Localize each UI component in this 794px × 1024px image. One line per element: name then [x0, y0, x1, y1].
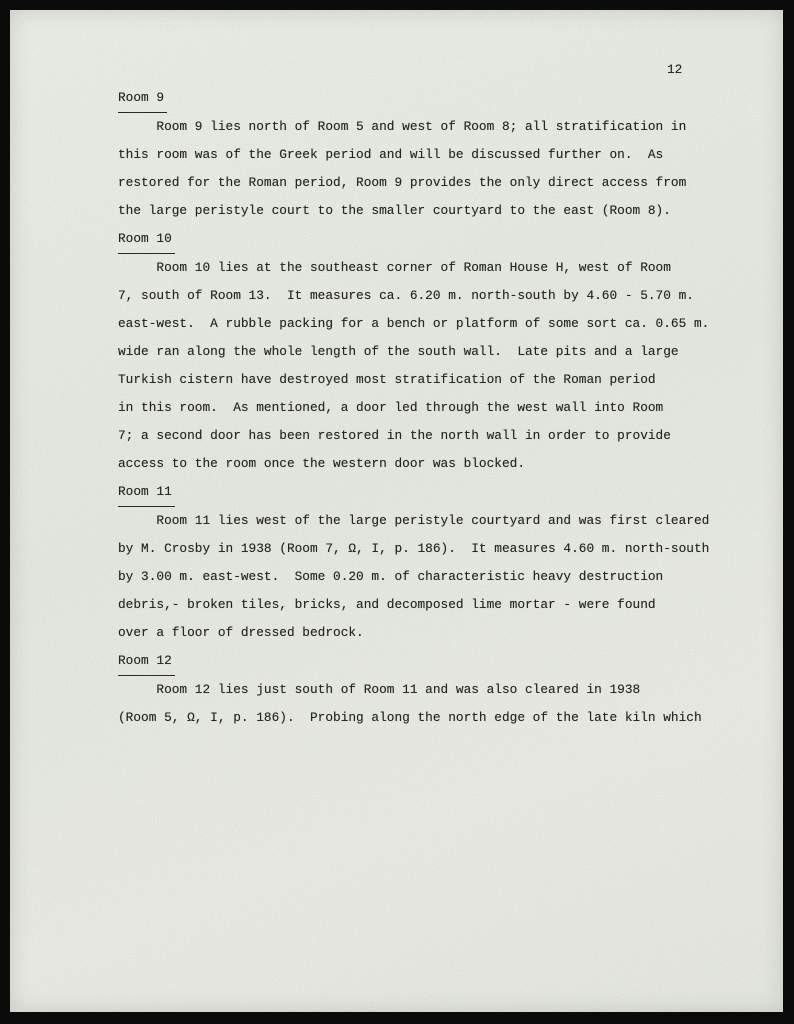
text-line: 7; a second door has been restored in the north wall in order to provide — [118, 428, 671, 443]
text-line: Room 10 lies at the southeast corner of Roman House H, west of Room — [118, 260, 671, 275]
text-line: east-west. A rubble packing for a bench or platform of some sort ca. 0.65 m. — [118, 316, 710, 331]
section-room-9 — [118, 84, 718, 225]
section-heading — [118, 647, 718, 676]
text-line: Turkish cistern have destroyed most stratification of the Roman period — [118, 372, 656, 387]
page-number: 12 — [667, 62, 683, 77]
text-line: debris,- broken tiles, bricks, and decomposed lime mortar - were found — [118, 597, 656, 612]
page-content — [118, 56, 718, 732]
text-line: Room 12 lies just south of Room 11 and was also cleared in 1938 — [118, 682, 641, 697]
text-line: wide ran along the whole length of the south wall. Late pits and a large — [118, 344, 679, 359]
text-line: over a floor of dressed bedrock. — [118, 625, 364, 640]
text-line: (Room 5, Ω, I, p. 186). Probing along the north edge of the late kiln which — [118, 710, 702, 725]
document-page — [10, 10, 783, 1012]
section-heading-text: Room 11 — [118, 478, 175, 507]
text-line: access to the room once the western door was blocked. — [118, 456, 526, 471]
text-line: by 3.00 m. east-west. Some 0.20 m. of characteristic heavy destruction — [118, 569, 664, 584]
text-line: the large peristyle court to the smaller courtyard to the east (Room 8). — [118, 203, 671, 218]
text-line: Room 11 lies west of the large peristyle courtyard and was first cleared — [118, 513, 710, 528]
text-line: 7, south of Room 13. It measures ca. 6.20 m. north-south by 4.60 - 5.70 m. — [118, 288, 694, 303]
text-line: by M. Crosby in 1938 (Room 7, Ω, I, p. 186). It measures 4.60 m. north-south — [118, 541, 710, 556]
text-line: this room was of the Greek period and will be discussed further on. As — [118, 147, 664, 162]
section-room-11 — [118, 478, 718, 647]
section-heading — [118, 84, 718, 113]
text-line: in this room. As mentioned, a door led through the west wall into Room — [118, 400, 664, 415]
section-heading-text: Room 10 — [118, 225, 175, 254]
text-line: Room 9 lies north of Room 5 and west of Room 8; all stratification in — [118, 119, 687, 134]
section-heading — [118, 225, 718, 254]
section-room-12 — [118, 647, 718, 732]
section-heading-text: Room 12 — [118, 647, 175, 676]
section-room-10 — [118, 225, 718, 478]
section-heading-text: Room 9 — [118, 84, 167, 113]
text-line: restored for the Roman period, Room 9 provides the only direct access from — [118, 175, 687, 190]
section-heading — [118, 478, 718, 507]
